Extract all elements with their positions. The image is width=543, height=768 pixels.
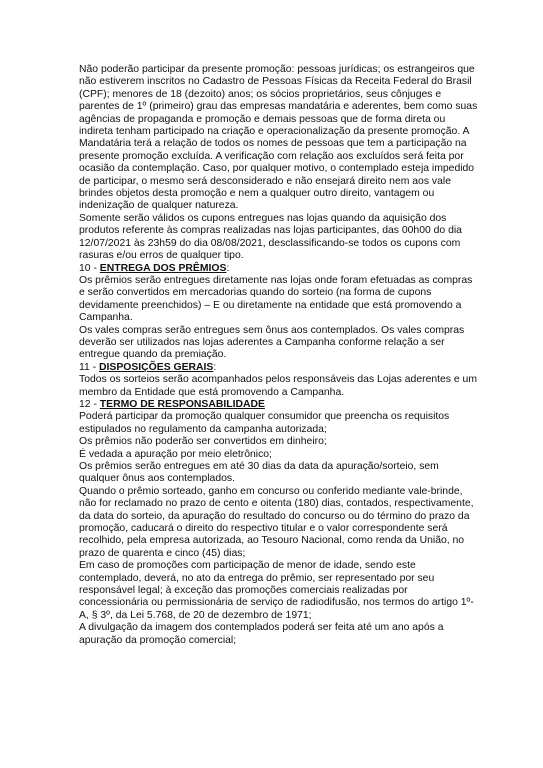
section-12-number: 12 -: [79, 398, 100, 410]
section-12-paragraph: Poderá participar da promoção qualquer consumidor que preencha os requisitos estipulados no regulamento da campanha autorizada;: [79, 411, 450, 435]
section-10-paragraph: Os prêmios serão entregues diretamente nas lojas onde foram efetuadas as compras e serão convertidos em mercadorias quando do sorteio (na forma de cupons devidamente preenchidos) – E ou diretamente na entidade que está promovendo a Campanha.: [79, 274, 473, 324]
section-12-paragraph: Os prêmios serão entregues em até 30 dias da data da apuração/sorteio, sem qualquer ônus aos contemplados.: [79, 461, 439, 485]
section-11-suffix: :: [213, 361, 217, 373]
document-body: [79, 64, 479, 647]
section-12-paragraph: Os prêmios não poderão ser convertidos em dinheiro;: [79, 436, 327, 448]
section-11-heading: [79, 362, 479, 374]
section-12-paragraph: É vedada a apuração por meio eletrônico;: [79, 448, 272, 460]
section-10-title: ENTREGA DOS PRÊMIOS: [99, 262, 227, 274]
section-11-title: DISPOSIÇÕES GERAIS: [99, 361, 214, 373]
paragraph-participation-exclusions: Não poderão participar da presente promoção: pessoas jurídicas; os estrangeiros que não estiverem inscritos no Cadastro de Pessoas Físicas da Receita Federal do Brasil (CPF); menores de 18 (dezoito) anos; os sócios proprietários, seus cônjuges e parentes de 1º (primeiro) grau das empresas mandatária e aderentes, bem como suas agências de propaganda e promoção e demais pessoas que de forma direta ou indireta tenham participado na criação e operacionalização da presente promoção. A Mandatária terá a relação de todos os nomes de pessoas que tem a participação na presente promoção excluída. A verificação com relação aos excluídos será feita por ocasião da contemplação. Caso, por qualquer motivo, o contemplado esteja impedido de participar, o mesmo será desconsiderado e não ensejará direito nem aos vale brindes objetos desta promoção e nem a qualquer outro direito, vantagem ou indenização de qualquer natureza.: [79, 64, 478, 212]
section-12-paragraph: Em caso de promoções com participação de menor de idade, sendo este contemplado, deverá, no ato da entrega do prêmio, ser representado por seu responsável legal; à exceção das promoções comerciais realizadas por concessionária ou permissionária de serviço de radiodifusão, nos termos do artigo 1º-A, § 3º, da Lei 5.768, de 20 de dezembro de 1971;: [79, 560, 474, 621]
section-11-paragraph: Todos os sorteios serão acompanhados pelos responsáveis das Lojas aderentes e um membro da Entidade que está promovendo a Campanha.: [79, 374, 477, 398]
paragraph-valid-coupons: Somente serão válidos os cupons entregues nas lojas quando da aquisição dos produtos referente às compras realizadas nas lojas participantes, das 00h00 do dia 12/07/2021 às 23h59 do dia 08/08/2021, desclassificando-se todos os cupons com rasuras e/ou erros de qualquer tipo.: [79, 212, 462, 262]
section-10-number: 10 -: [79, 262, 100, 274]
section-12-heading: [79, 399, 479, 411]
section-10-paragraph: Os vales compras serão entregues sem ônus aos contemplados. Os vales compras deverão ser utilizados nas lojas aderentes a Campanha conforme relação a ser entregue quando da premiação.: [79, 324, 465, 361]
section-10-suffix: :: [226, 262, 230, 274]
section-12-paragraph: Quando o prêmio sorteado, ganho em concurso ou conferido mediante vale-brinde, não for reclamado no prazo de cento e oitenta (180) dias, contados, respectivamente, da data do sorteio, da apuração do resultado do concurso ou do término do prazo da promoção, caducará o direito do respectivo titular e o valor correspondente será recolhido, pela empresa autorizada, ao Tesouro Nacional, como renda da União, no prazo de quarenta e cinco (45) dias;: [79, 485, 474, 559]
section-12-paragraph: A divulgação da imagem dos contemplados poderá ser feita até um ano após a apuração da promoção comercial;: [79, 622, 444, 646]
section-10-heading: [79, 263, 479, 275]
section-12-title: TERMO DE RESPONSABILIDADE: [99, 398, 265, 410]
section-11-number: 11 -: [79, 361, 100, 373]
